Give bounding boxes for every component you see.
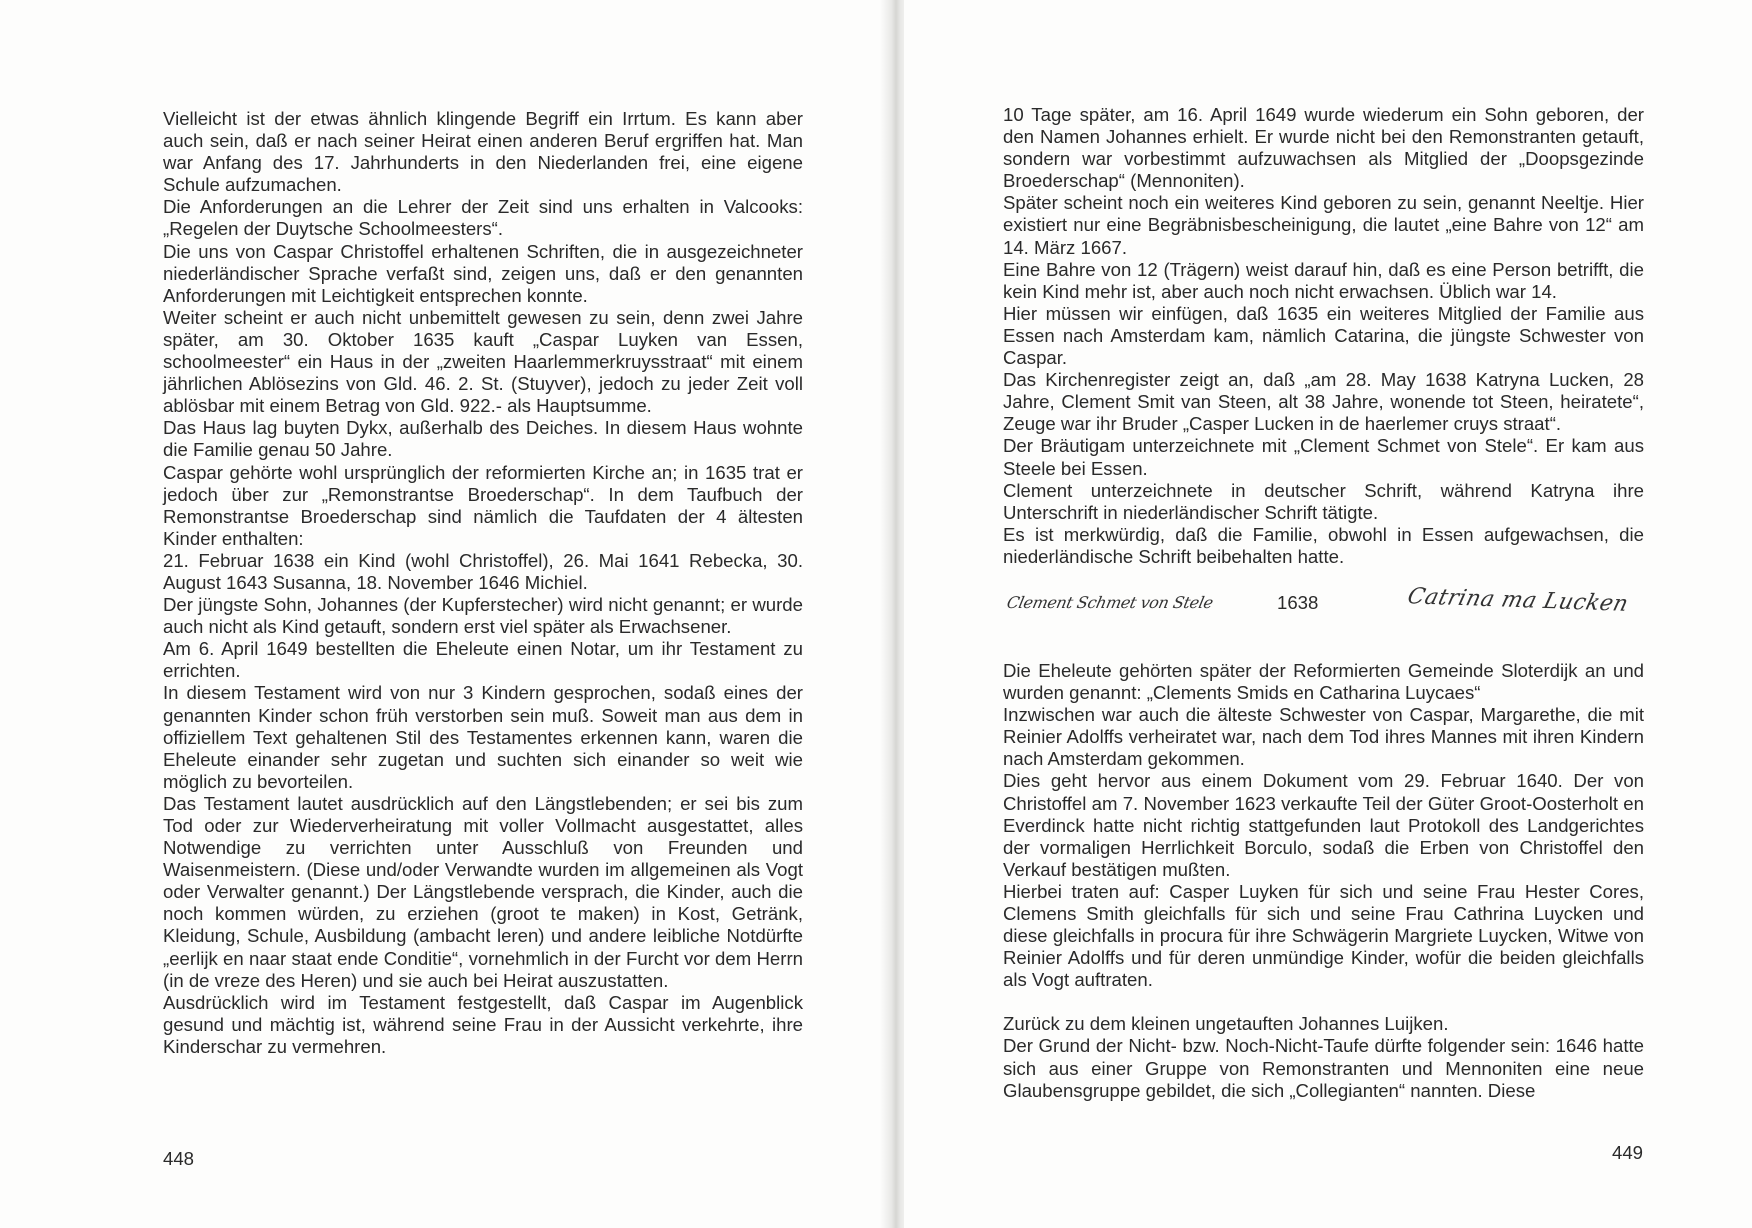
paragraph: Die Anforderungen an die Lehrer der Zeit sind uns erhalten in Valcooks: „Regelen der Duytsche Schoolmeesters“.	[163, 196, 803, 240]
paragraph: Später scheint noch ein weiteres Kind geboren zu sein, genannt Neeltje. Hier existiert nur eine Begräbnisbescheinigung, die lautet „eine Bahre von 12“ am 14. März 1667.	[1003, 192, 1644, 258]
paragraph: Ausdrücklich wird im Testament festgestellt, daß Caspar im Augenblick gesund und mächtig ist, während seine Frau in der Aussicht verkehrte, ihre Kinderschar zu vermehren.	[163, 991, 803, 1057]
paragraph: Caspar gehörte wohl ursprünglich der reformierten Kirche an; in 1635 trat er jedoch über zur „Remonstrantse Broederschap“. In dem Taufbuch der Remonstrantse Broederschap sind nämlich die Taufdaten der 4 ältesten Kinder enthalten:	[163, 461, 803, 549]
paragraph: Hier müssen wir einfügen, daß 1635 ein weiteres Mitglied der Familie aus Essen nach Amsterdam kam, nämlich Catarina, die jüngste Schwester von Caspar.	[1003, 302, 1644, 369]
signature-catrina: Catrina ma Lucken	[1404, 584, 1632, 617]
paragraph: Weiter scheint er auch nicht unbemittelt gewesen zu sein, denn zwei Jahre später, am 30. Oktober 1635 kauft „Caspar Luyken van Essen, schoolmeester“ ein Haus in der „zweiten Haarlemmerkruysstraat“ mit einem jährlichen Ablösezins von Gld. 46. 2. St. (Stuyver), jedoch zu jeder Zeit voll ablösbar mit einem Betrag von Gld. 922.- als Hauptsumme.	[163, 306, 803, 417]
paragraph: 10 Tage später, am 16. April 1649 wurde wiederum ein Sohn geboren, der den Namen Johannes erhielt. Er wurde nicht bei den Remonstranten getauft, sondern war vorbestimmt aufzuwachsen als Mitglied der „Doopsgezinde Broederschap“ (Mennoniten).	[1003, 104, 1644, 192]
paragraph: Der jüngste Sohn, Johannes (der Kupferstecher) wird nicht genannt; er wurde auch nicht als Kind getauft, sondern erst viel später als Erwachsener.	[163, 594, 803, 638]
paragraph: Das Testament lautet ausdrücklich auf den Längstlebenden; er sei bis zum Tod oder zur Wiederverheiratung mit voller Vollmacht ausgestattet, alles Notwendige zu verrichten unter Ausschluß von Freunden und Waisenmeistern. (Diese und/oder Verwandte wurden im allgemeinen als Vogt oder Verwalter genannt.) Der Längstlebende versprach, die Kinder, auch die noch kommen würden, zu erziehen (groot te maken) in Kost, Getränk, Kleidung, Schule, Ausbildung (ambacht leren) und andere leibliche Notdürfte „eerlijk en naar staat ende Conditie“, vornehmlich in der Furcht vor dem Herrn (in de vreze des Heren) und sie auch bei Heirat auszustatten.	[163, 792, 803, 991]
left-page-text	[163, 108, 803, 1058]
paragraph: Das Kirchenregister zeigt an, daß „am 28. May 1638 Katryna Lucken, 28 Jahre, Clement Smit van Steen, alt 38 Jahre, wonende tot Steen, heiratete“, Zeuge war ihr Bruder „Casper Lucken in de haerlemer cruys straat“.	[1003, 369, 1644, 435]
right-page	[904, 0, 1752, 1228]
paragraph: Hierbei traten auf: Casper Luyken für sich und seine Frau Hester Cores, Clemens Smith gleichfalls für sich und seine Frau Cathrina Luycken und diese gleichfalls in procura für ihre Schwägerin Margriete Luycken, Witwe von Reinier Adolffs und für deren unmündige Kinder, wofür die beiden gleichfalls als Vogt auftraten.	[1003, 880, 1644, 991]
paragraph: 21. Februar 1638 ein Kind (wohl Christoffel), 26. Mai 1641 Rebecka, 30. August 1643 Susanna, 18. November 1646 Michiel.	[163, 549, 803, 593]
paragraph: Dies geht hervor aus einem Dokument vom 29. Februar 1640. Der von Christoffel am 7. November 1623 verkaufte Teil der Güter Groot-Oosterholt en Everdinck hatte nicht richtig stattgefunden laut Protokoll des Landgerichtes der vormaligen Herrlichkeit Borculo, sodaß die Erben von Christoffel den Verkauf bestätigen mußten.	[1003, 770, 1644, 880]
signature-row	[1003, 568, 1644, 660]
paragraph: Der Grund der Nicht- bzw. Noch-Nicht-Taufe dürfte folgender sein: 1646 hatte sich aus einer Gruppe von Remonstranten und Mennoniten eine neue Glaubensgruppe gebildet, die sich „Collegianten“ nannten. Diese	[1003, 1035, 1644, 1101]
paragraph: Inzwischen war auch die älteste Schwester von Caspar, Margarethe, die mit Reinier Adolffs verheiratet war, nach dem Tod ihres Mannes mit ihren Kindern nach Amsterdam gekommen.	[1003, 704, 1644, 770]
paragraph: Clement unterzeichnete in deutscher Schrift, während Katryna ihre Unterschrift in niederländischer Schrift tätigte.	[1003, 479, 1644, 523]
paragraph: Zurück zu dem kleinen ungetauften Johannes Luijken.	[1003, 1013, 1449, 1035]
page-number: 449	[1612, 1142, 1644, 1163]
signature-clement: Clement Schmet von Stele	[1005, 592, 1215, 612]
paragraph: Die uns von Caspar Christoffel erhaltenen Schriften, die in ausgezeichneter niederländischer Sprache verfaßt sind, zeigen uns, daß er den genannten Anforderungen mit Leichtigkeit entsprechen konnte.	[163, 240, 803, 306]
signature-year: 1638	[1277, 591, 1319, 613]
right-page-text	[1003, 104, 1644, 1102]
paragraph: Eine Bahre von 12 (Trägern) weist darauf hin, daß es eine Person betrifft, die kein Kind mehr ist, aber auch noch nicht erwachsen. Üblich war 14.	[1003, 258, 1644, 302]
paragraph: Das Haus lag buyten Dykx, außerhalb des Deiches. In diesem Haus wohnte die Familie genau 50 Jahre.	[163, 417, 803, 461]
page-number: 448	[163, 1148, 195, 1169]
paragraph: Vielleicht ist der etwas ähnlich klingende Begriff ein Irrtum. Es kann aber auch sein, daß er nach seiner Heirat einen anderen Beruf ergriffen hat. Man war Anfang des 17. Jahrhunderts in den Niederlanden frei, eine eigene Schule aufzumachen.	[163, 108, 803, 196]
paragraph: In diesem Testament wird von nur 3 Kindern gesprochen, sodaß eines der genannten Kinder schon früh verstorben sein muß. Soweit man aus dem in offiziellem Text gehaltenen Stil des Testamentes erkennen kann, waren die Eheleute einander sehr zugetan und suchten sich einander so weit wie möglich zu bevorteilen.	[163, 682, 803, 792]
paragraph: Es ist merkwürdig, daß die Familie, obwohl in Essen aufgewachsen, die niederländische Schrift beibehalten hatte.	[1003, 523, 1644, 567]
paragraph: Der Bräutigam unterzeichnete mit „Clement Schmet von Stele“. Er kam aus Steele bei Essen.	[1003, 435, 1644, 479]
paragraph: Am 6. April 1649 bestellten die Eheleute einen Notar, um ihr Testament zu errichten.	[163, 638, 803, 682]
paragraph: Die Eheleute gehörten später der Reformierten Gemeinde Sloterdijk an und wurden genannt: „Clements Smids en Catharina Luycaes“	[1003, 659, 1644, 704]
